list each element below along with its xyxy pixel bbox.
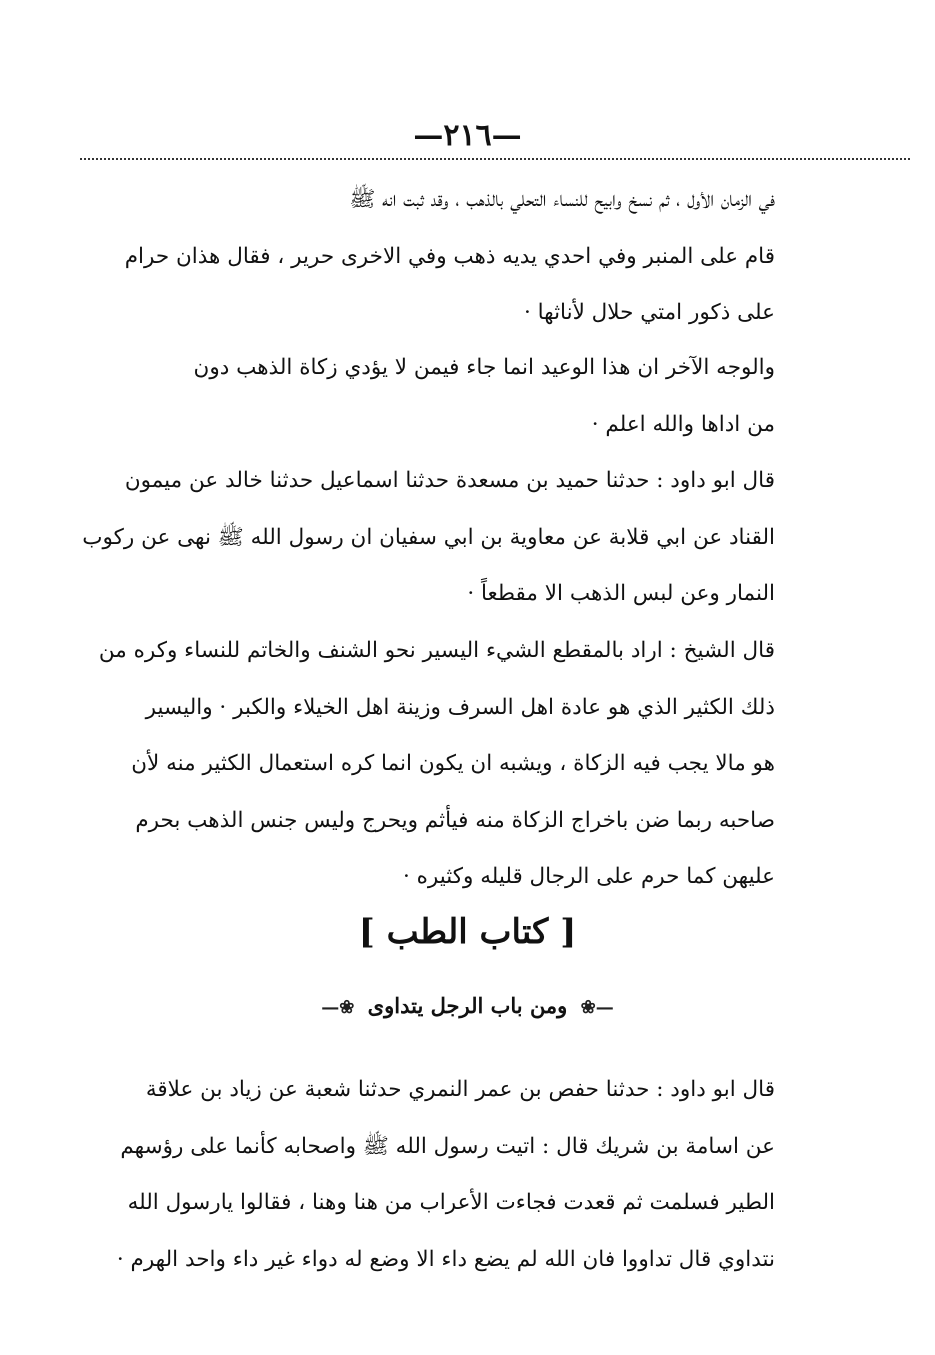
text-line: عليهن كما حرم على الرجال قليله وكثيره · <box>402 864 775 889</box>
paragraph <box>80 172 775 342</box>
text-line: الطير فسلمت ثم قعدت فجاءت الأعراب من هنا وهنا ، فقالوا يارسول الله <box>127 1190 775 1215</box>
ornament-icon: ❀— <box>321 997 355 1018</box>
chapter-title: ومن باب الرجل يتداوى <box>367 993 568 1018</box>
ornament-icon: —❀ <box>580 997 614 1018</box>
text-line: في الزمان الأول ، ثم نسخ وابيح للنساء التحلي بالذهب ، وقد ثبت انه ﷺ <box>349 187 775 212</box>
text-line: قال الشيخ : اراد بالمقطع الشيء اليسير نحو الشنف والخاتم للنساء وكره من <box>98 638 775 663</box>
paragraph <box>80 623 775 906</box>
text-line: هو مالا يجب فيه الزكاة ، ويشبه ان يكون انما كره استعمال الكثير منه لأن <box>131 751 775 776</box>
text-line: على ذكور امتي حلال لأناثها · <box>523 300 775 325</box>
paragraph <box>80 453 775 623</box>
text-line: من اداها والله اعلم · <box>591 411 775 437</box>
paragraph <box>80 1062 775 1288</box>
text-line: صاحبه ربما ضن باخراج الزكاة منه فيأثم ويحرج وليس جنس الذهب بحرم <box>135 807 775 833</box>
page-number: —٢١٦— <box>413 118 522 153</box>
text-line: والوجه الآخر ان هذا الوعيد انما جاء فيمن لا يؤدي زكاة الذهب دون <box>193 355 775 380</box>
book-title: [ كتاب الطب ] <box>358 912 577 952</box>
text-line: قال ابو داود : حدثنا حفص بن عمر النمري حدثنا شعبة عن زياد بن علاقة <box>145 1077 775 1102</box>
chapter-heading <box>0 993 935 1018</box>
text-line: النمار وعن لبس الذهب الا مقطعاً · <box>467 581 775 606</box>
paragraph <box>80 340 775 453</box>
text-line: نتداوي قال تداووا فان الله لم يضع داء الا وضع له دواء غير داء واحد الهرم · <box>116 1246 775 1272</box>
header-divider <box>80 158 910 160</box>
text-line: ذلك الكثير الذي هو عادة اهل السرف وزينة اهل الخيلاء والكبر · واليسير <box>145 694 775 720</box>
text-line: القناد عن ابي قلابة عن معاوية بن ابي سفيان ان رسول الله ﷺ نهى عن ركوب <box>82 524 775 550</box>
text-line: قال ابو داود : حدثنا حميد بن مسعدة حدثنا اسماعيل حدثنا خالد عن ميمون <box>124 468 775 493</box>
text-line: عن اسامة بن شريك قال : اتيت رسول الله ﷺ واصحابه كأنما على رؤسهم <box>120 1133 775 1159</box>
text-line: قام على المنبر وفي احدي يديه ذهب وفي الاخرى حرير ، فقال هذان حرام <box>124 243 775 269</box>
